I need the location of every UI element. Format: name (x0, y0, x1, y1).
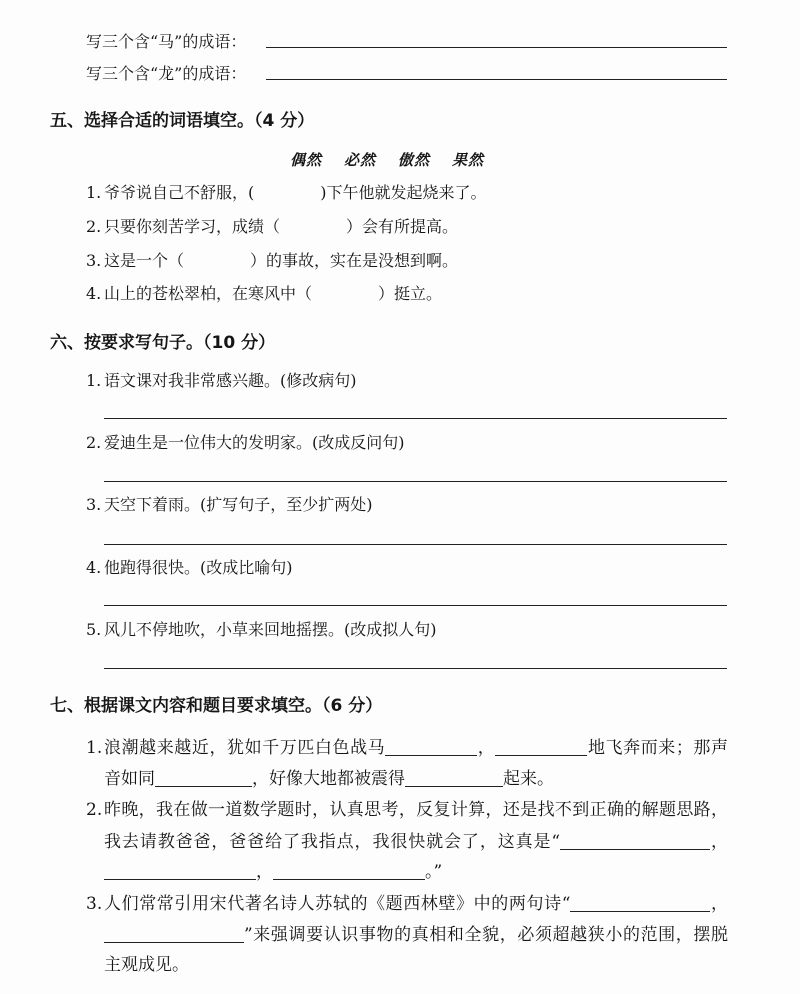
question-text: 。” (425, 862, 443, 882)
answer-line (104, 668, 727, 669)
answer-blank (570, 911, 710, 912)
question-text: 起来。 (503, 769, 554, 789)
question-number: 2. (86, 800, 103, 820)
s5-question-4 (104, 282, 442, 306)
question-text: ，好像大地都被震得 (252, 769, 405, 789)
idiom-horse-label: 写三个含“马”的成语： (86, 32, 247, 51)
s7-q3-line-1 (104, 892, 728, 916)
s7-q2-line-1 (104, 798, 728, 822)
answer-line (104, 544, 727, 545)
s6-question-5: 风儿不停地吹，小草来回地摇摆。(改成拟人句) (104, 620, 437, 639)
s7-q2-line-2 (104, 830, 728, 854)
answer-blank (273, 879, 425, 880)
question-number: 3. (86, 894, 103, 914)
word-bank-word: 傲然 (398, 151, 431, 169)
question-number: 5. (86, 620, 102, 639)
s6-question-2: 爱迪生是一位伟大的发明家。(改成反问句) (104, 433, 405, 452)
question-text: ”来强调要认识事物的真相和全貌，必须超越狭小的范围，摆脱 (244, 925, 728, 945)
word-bank-word: 果然 (452, 151, 485, 169)
answer-blank (104, 942, 244, 943)
question-text: 我去请教爸爸，爸爸给了我指点，我很快就会了，这真是“ (104, 832, 561, 852)
s5-question-1 (104, 181, 487, 205)
question-number: 1. (86, 183, 102, 202)
word-bank (290, 148, 506, 172)
answer-blank (495, 755, 587, 756)
idiom-dragon-answer-line (266, 79, 727, 80)
answer-blank (104, 879, 256, 880)
s7-q1-line-2 (104, 767, 554, 791)
answer-blank (560, 849, 710, 850)
question-text: 昨晚，我在做一道数学题时，认真思考，反复计算，还是找不到正确的解题思路， (104, 800, 728, 820)
question-number: 2. (86, 433, 102, 452)
question-text: ）的事故，实在是没想到啊。 (250, 251, 459, 270)
question-text: ， (710, 894, 728, 914)
answer-line (104, 481, 727, 482)
question-number: 4. (86, 284, 102, 303)
s5-question-2 (104, 215, 458, 239)
answer-blank (385, 755, 477, 756)
question-text: 浪潮越来越近，犹如千万匹白色战马 (104, 738, 386, 758)
question-text: 音如同 (104, 769, 155, 789)
answer-line (104, 418, 727, 419)
s5-question-3 (104, 249, 458, 273)
s6-question-1: 语文课对我非常感兴趣。(修改病句) (104, 371, 357, 390)
question-text: ， (710, 832, 728, 852)
question-text: 爷爷说自己不舒服，( (104, 183, 255, 202)
section-7-heading: 七、根据课文内容和题目要求填空。（6 分） (50, 696, 383, 716)
section-6-heading: 六、按要求写句子。（10 分） (50, 333, 276, 353)
question-number: 4. (86, 558, 102, 577)
question-number: 3. (86, 495, 102, 514)
question-text: ）会有所提高。 (346, 217, 459, 236)
idiom-dragon-label: 写三个含“龙”的成语： (86, 64, 247, 83)
section-5-heading: 五、选择合适的词语填空。（4 分） (50, 111, 315, 131)
answer-blank (405, 786, 503, 787)
question-text: )下午他就发起烧来了。 (320, 183, 487, 202)
answer-line (104, 605, 727, 606)
question-number: 1. (86, 738, 103, 758)
question-text: 人们常常引用宋代著名诗人苏轼的《题西林壁》中的两句诗“ (104, 894, 571, 914)
question-text: ， (477, 738, 496, 758)
idiom-horse-answer-line (266, 47, 727, 48)
question-number: 2. (86, 217, 102, 236)
s6-question-4: 他跑得很快。(改成比喻句) (104, 558, 293, 577)
s6-question-3: 天空下着雨。(扩写句子，至少扩两处) (104, 495, 373, 514)
s7-q2-line-3 (104, 860, 442, 884)
question-text: 这是一个（ (104, 251, 185, 270)
question-text: 只要你刻苦学习，成绩（ (104, 217, 281, 236)
word-bank-word: 偶然 (290, 151, 323, 169)
question-text: 山上的苍松翠柏，在寒风中（ (104, 284, 313, 303)
question-number: 1. (86, 371, 102, 390)
question-text: ）挺立。 (378, 284, 443, 303)
word-bank-word: 必然 (344, 151, 377, 169)
s7-q3-line-3 (104, 953, 189, 977)
question-text: ， (256, 862, 273, 882)
question-text: 主观成见。 (104, 955, 189, 975)
s7-q1-line-1 (104, 736, 728, 760)
s7-q3-line-2 (104, 923, 728, 947)
question-text: 地飞奔而来；那声 (587, 738, 729, 758)
answer-blank (155, 786, 252, 787)
question-number: 3. (86, 251, 102, 270)
